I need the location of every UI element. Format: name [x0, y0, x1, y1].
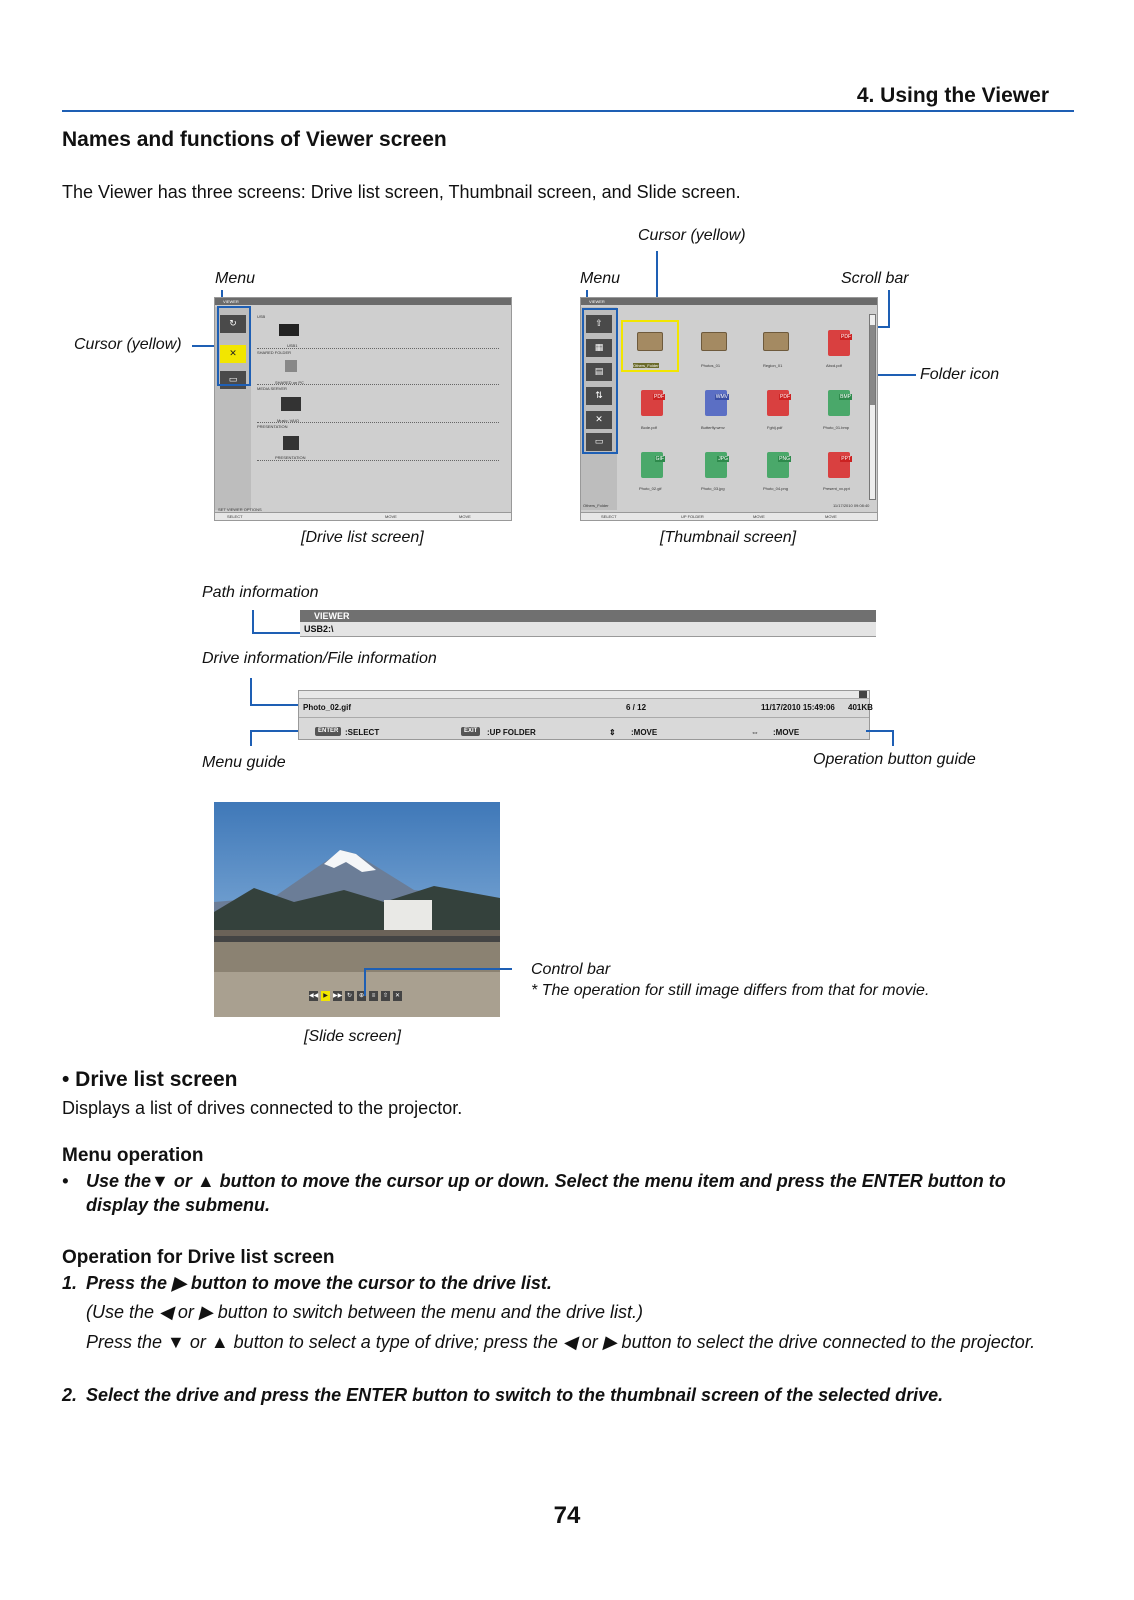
drive-row-divider	[257, 384, 499, 385]
info-strip	[298, 690, 873, 740]
label-control-bar: Control bar	[531, 961, 611, 978]
refresh-icon[interactable]: ↻	[220, 315, 246, 333]
label-menu-guide: Menu guide	[202, 754, 286, 771]
file-name: Photos_01	[701, 363, 721, 368]
label-scroll-bar: Scroll bar	[841, 270, 909, 287]
viewer-header: VIEWER	[300, 610, 876, 622]
page-number: 74	[553, 1502, 581, 1529]
rotate-icon[interactable]: ↻	[346, 993, 353, 999]
scroll-up-icon[interactable]	[859, 691, 867, 698]
label-cursor-left: Cursor (yellow)	[74, 336, 182, 353]
leader-control-bar	[364, 968, 512, 970]
close-icon[interactable]: ✕	[394, 993, 401, 999]
play-icon[interactable]: ▶	[321, 991, 330, 1001]
pdf-file-icon[interactable]: PDF	[767, 390, 789, 416]
leader-scroll-bar	[888, 290, 890, 328]
status-text: SET VIEWER OPTIONS	[218, 507, 262, 512]
menu-cursor-frame	[217, 306, 251, 386]
guide-up-folder: :UP FOLDER	[487, 728, 536, 737]
up-icon[interactable]: ⇧	[382, 993, 389, 999]
leader-drive-info	[250, 678, 252, 706]
guide-move-vertical: :MOVE	[631, 728, 658, 737]
media-server-icon[interactable]	[281, 397, 301, 411]
file-name: Photo_03.jpg	[701, 486, 725, 491]
slide-screen-photo	[214, 802, 500, 1017]
thumbnail-icon[interactable]: ▦	[586, 339, 612, 357]
png-file-icon[interactable]: PNG	[767, 452, 789, 478]
caption-drive-list: [Drive list screen]	[301, 529, 424, 546]
drive-name: Music: VAIO	[277, 418, 299, 423]
bmp-file-icon[interactable]: BMP	[828, 390, 850, 416]
step1-text: Press the ▶ button to move the cursor to the drive list.	[86, 1273, 552, 1293]
caption-thumbnail: [Thumbnail screen]	[660, 529, 797, 546]
shared-folder-icon[interactable]	[285, 360, 297, 372]
menu-cursor-frame	[582, 308, 618, 454]
file-count: 6 / 12	[626, 703, 647, 712]
file-size: 401KB	[848, 703, 873, 712]
ppt-file-icon[interactable]: PPT	[828, 452, 850, 478]
leftright-arrow-icon: ⇔	[751, 728, 759, 737]
step1-note1: (Use the ◀ or ▶ button to switch between the menu and the drive list.)	[86, 1302, 643, 1322]
menu-op-text: Use the▼ or ▲ button to move the cursor up or down. Select the menu item and press the ENTER button to display the submenu.	[86, 1171, 1006, 1215]
drive-group-media: MEDIA SERVER	[257, 386, 287, 391]
intro-text: The Viewer has three screens: Drive list screen, Thumbnail screen, and Slide screen.	[62, 182, 741, 202]
section-title: Names and functions of Viewer screen	[62, 128, 447, 151]
wmv-file-icon[interactable]: WMV	[705, 390, 727, 416]
leader-path-info	[252, 610, 254, 634]
leader-drive-info-h	[250, 704, 300, 706]
drive-group-shared: SHARED FOLDER	[257, 350, 292, 355]
drive-row-divider	[257, 348, 499, 349]
screen-title-bar: VIEWER	[581, 298, 877, 305]
folder-icon[interactable]	[701, 332, 727, 351]
scroll-bar[interactable]	[869, 314, 876, 500]
options-icon[interactable]: ✕	[220, 345, 246, 363]
slide-show-icon[interactable]: ▤	[586, 363, 612, 381]
folder-icon[interactable]	[763, 332, 789, 351]
file-name: Photo_02.gif	[303, 703, 352, 712]
pdf-file-icon[interactable]: PDF	[828, 330, 850, 356]
file-name: Abcd.pdf	[826, 363, 842, 368]
drive-group-presentation: PRESENTATION	[257, 424, 288, 429]
sort-options-icon[interactable]: ⇅	[586, 387, 612, 405]
file-name: Others_Folder	[633, 363, 659, 368]
footer-datetime: 11/17/2010 09:08:40	[833, 503, 870, 508]
mountain-landscape-photo	[214, 802, 500, 1017]
options-icon[interactable]: ✕	[586, 411, 612, 429]
path-info: USB2:\	[300, 622, 876, 637]
operation-guide-bar: SELECT UP FOLDER MOVE MOVE	[581, 512, 877, 520]
caption-slide: [Slide screen]	[304, 1028, 401, 1045]
label-menu-left: Menu	[215, 270, 256, 287]
viewer-setting-icon[interactable]: ▭	[220, 371, 246, 389]
label-drive-info: Drive information/File information	[202, 650, 437, 667]
scroll-thumb[interactable]	[870, 325, 875, 405]
next-icon[interactable]: ▶▶	[333, 993, 343, 999]
step2-number: 2.	[62, 1385, 78, 1405]
viewer-setting-icon[interactable]: ▭	[586, 433, 612, 451]
label-op-guide: Operation button guide	[813, 751, 976, 768]
drive-group-usb: USB	[257, 314, 266, 319]
leader-menu-guide-h	[250, 730, 298, 732]
operation-guide-bar: SELECT MOVE MOVE	[215, 512, 511, 520]
step1-number: 1.	[62, 1273, 78, 1293]
drive-list-desc: Displays a list of drives connected to the projector.	[62, 1098, 463, 1118]
thumbnail-screen	[580, 297, 878, 521]
enter-key-icon: ENTER	[315, 727, 341, 736]
drive-list-screen	[214, 297, 512, 521]
drive-row-divider	[257, 422, 499, 423]
footer-folder: Others_Folder	[583, 503, 609, 508]
file-name: Photo_01.bmp	[823, 425, 850, 430]
zoom-icon[interactable]: ⊕	[358, 993, 365, 999]
list-icon[interactable]: ≡	[369, 991, 378, 1001]
chapter-title: 4. Using the Viewer	[856, 84, 1049, 107]
label-cursor-right: Cursor (yellow)	[638, 227, 746, 244]
leader-menu-guide	[250, 730, 252, 746]
file-name: Bcde.pdf	[641, 425, 657, 430]
drive-list-heading: • Drive list screen	[62, 1068, 238, 1091]
screen-title-bar: VIEWER	[215, 298, 511, 305]
leader-op-guide-h	[866, 730, 894, 732]
leader-path-info-h	[252, 632, 300, 634]
drive-name: USB1	[287, 343, 298, 348]
file-name: Photo_04.png	[763, 486, 788, 491]
guide-move-horizontal: :MOVE	[773, 728, 800, 737]
file-name: Photo_02.gif	[639, 486, 662, 491]
previous-icon[interactable]: ◀◀	[309, 993, 319, 999]
label-path-info: Path information	[202, 584, 319, 601]
label-folder-icon: Folder icon	[920, 366, 1000, 383]
usb-drive-icon[interactable]	[279, 324, 299, 336]
file-name: Present_xx.ppt	[823, 486, 850, 491]
header-rule	[62, 110, 1074, 112]
exit-key-icon: EXIT	[461, 727, 480, 736]
presentation-icon[interactable]	[283, 436, 299, 450]
control-bar	[309, 991, 402, 1001]
updown-arrow-icon: ⇕	[609, 728, 616, 737]
control-bar-note: * The operation for still image differs from that for movie.	[531, 982, 930, 999]
path-strip	[300, 610, 876, 638]
file-datetime: 11/17/2010 15:49:06	[761, 703, 835, 712]
pdf-file-icon[interactable]: PDF	[641, 390, 663, 416]
leader-scroll-bar-h	[876, 326, 890, 328]
file-name: Region_01	[763, 363, 783, 368]
up-icon[interactable]: ⇧	[586, 315, 612, 333]
guide-select: :SELECT	[345, 728, 380, 737]
drive-row-divider	[257, 460, 499, 461]
folder-icon[interactable]	[637, 332, 663, 351]
menu-operation-heading: Menu operation	[62, 1145, 204, 1166]
leader-op-guide	[892, 730, 894, 746]
step2-text: Select the drive and press the ENTER button to switch to the thumbnail screen of the selected drive.	[86, 1385, 944, 1405]
label-menu-right: Menu	[580, 270, 621, 287]
menu-op-bullet: •	[62, 1171, 69, 1191]
drive-name: PRESENTATION	[275, 455, 306, 460]
gif-file-icon[interactable]: GIF	[641, 452, 663, 478]
operation-heading: Operation for Drive list screen	[62, 1247, 335, 1268]
jpg-file-icon[interactable]: JPG	[705, 452, 727, 478]
file-name: Butterfly.wmv	[701, 425, 725, 430]
file-name: Fghij.pdf	[767, 425, 783, 430]
drive-name: SHARED on PC	[275, 380, 304, 385]
step1-note2: Press the ▼ or ▲ button to select a type of drive; press the ◀ or ▶ button to select the drive connected to the projector.	[86, 1332, 1036, 1352]
leader-control-bar-v	[364, 968, 366, 996]
